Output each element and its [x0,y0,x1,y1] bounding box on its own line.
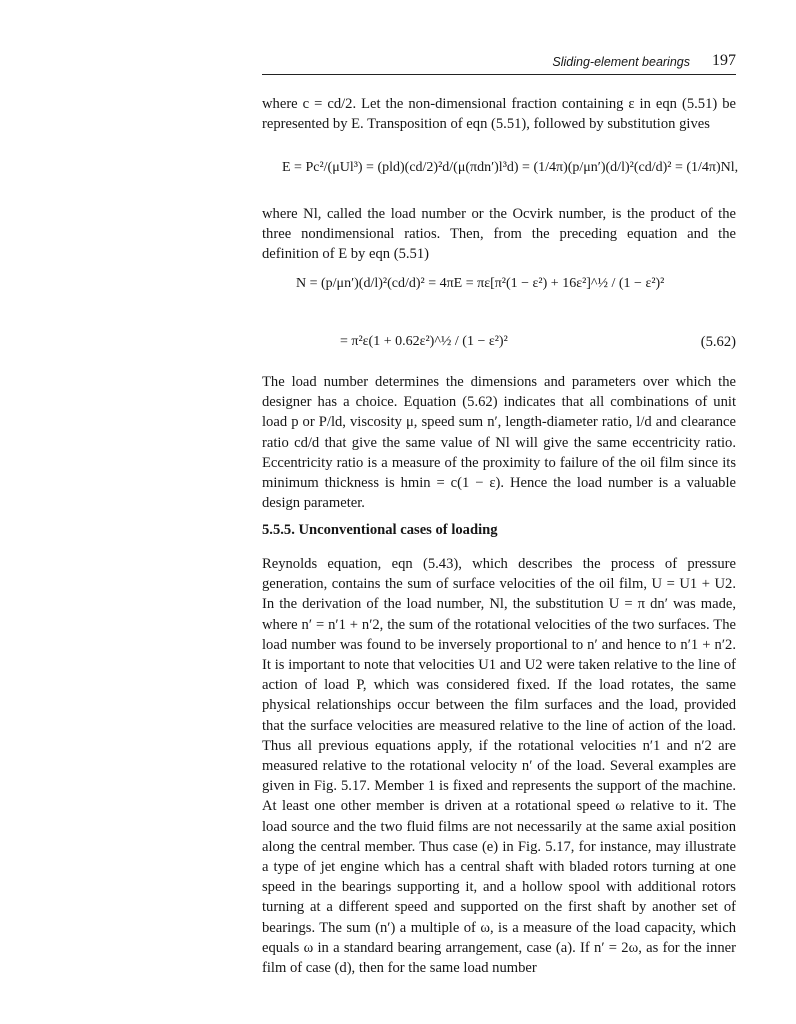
equation-N-line-2: = π²ε(1 + 0.62ε²)^½ / (1 − ε²)² [340,334,508,349]
equation-N-line-1: N = (p/μn′)(d/l)²(cd/d)² = 4πE = πε[π²(1 − ε²) + 16ε²]^½ / (1 − ε²)² [296,276,665,291]
running-head [262,54,736,75]
paragraph-load-number-definition: where Nl, called the load number or the Ocvirk number, is the product of the three nondimensional ratios. Then, from the preceding equation and the definition of E by eqn (5.51) [262,206,736,263]
section-heading: 5.5.5. Unconventional cases of loading [262,522,498,538]
intro-paragraph: where c = cd/2. Let the non-dimensional fraction containing ε in eqn (5.51) be represented by E. Transposition of eqn (5.51), followed by substitution gives [262,96,736,133]
paragraph-load-number-significance: The load number determines the dimensions and parameters over which the designer has a choice. Equation (5.62) indicates that all combinations of unit load p or P/ld, viscosity μ, speed sum n′, length-diameter ratio, l/d and clearance ratio cd/d that give the same value of Nl will give the same eccentricity ratio. Eccentricity ratio is a measure of the proximity to failure of the oil film since its minimum thickness is hmin = c(1 − ε). Hence the load number is a valuable design parameter. [262,374,736,512]
running-head-title: Sliding-element bearings [552,55,690,69]
paragraph-unconventional-loading: Reynolds equation, eqn (5.43), which describes the process of pressure generation, contains the sum of surface velocities of the oil film, U = U1 + U2. In the derivation of the load number, Nl, the substitution U = π dn′ was made, where n′ = n′1 + n′2, the sum of the rotational velocities of the two surfaces. The load number was found to be inversely proportional to n′ and hence to n′1 + n′2. It is important to note that velocities U1 and U2 were taken relative to the line of action of load P, which was considered fixed. If the load rotates, the same physical relationships occur between the film surfaces and the load, provided that the surface velocities are measured relative to the line of action of the load. Thus all previous equations apply, if the rotational velocities n′1 and n′2 are measured relative to the rotational velocity n′ of the load. Several examples are given in Fig. 5.17. Member 1 is fixed and represents the support of the machine. At least one other member is driven at a rotational speed ω relative to it. The load source and the two fluid films are not necessarily at the same axial position along the central member. Thus case (e) in Fig. 5.17, for instance, may illustrate a type of jet engine which has a central shaft with bladed rotors turning at one speed in the bearings supporting it, and a hollow spool with additional rotors turning at a different speed and supported on the first shaft by another set of bearings. The sum (n′) a multiple of ω, is a measure of the load capacity, which equals ω in a standard bearing arrangement, case (a). If n′ = 2ω, as for the inner film of case (d), then for the same load number [262,556,736,977]
page-number: 197 [712,52,736,69]
equation-number: (5.62) [700,334,736,350]
equation-load-number-E: E = Pc²/(μUl³) = (pld)(cd/2)²d/(μ(πdn′)l³d) = (1/4π)(p/μn′)(d/l)²(cd/d)² = (1/4π)Nl, [282,160,739,175]
